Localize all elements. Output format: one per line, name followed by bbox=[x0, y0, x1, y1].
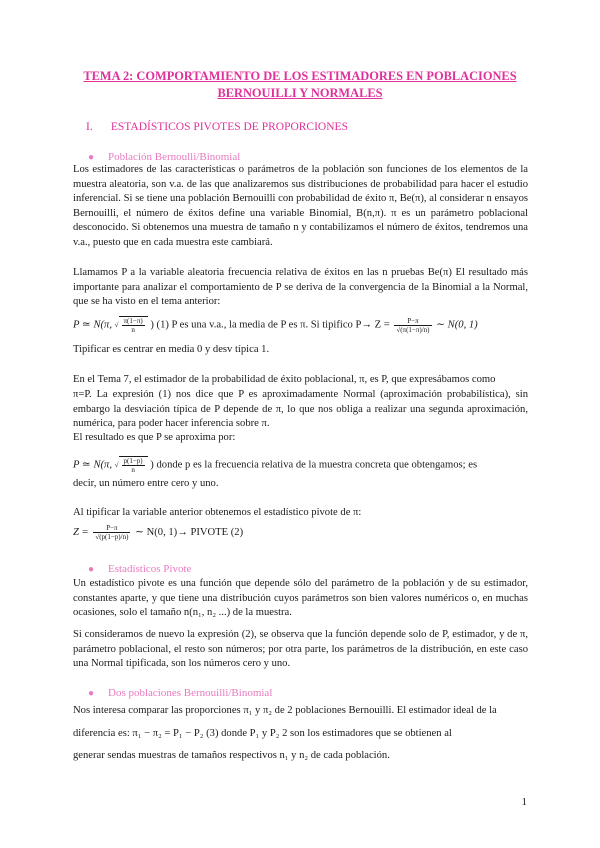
paragraph-8-line-3: generar sendas muestras de tamaños respectivos n₁ y n₂ de cada población. bbox=[73, 750, 390, 761]
sqrt-symbol: √ $\frac{\pi(1-\pi)}{n}$ bbox=[115, 316, 148, 334]
eq1-right: ∼ N(0, 1) bbox=[436, 319, 478, 331]
sqrt-symbol: √ $\frac{p(1-p)}{n}$ bbox=[115, 456, 148, 474]
title-line-1: TEMA 2: COMPORTAMIENTO DE LOS ESTIMADORES EN POBLACIONES bbox=[83, 69, 517, 83]
eq1-z-denominator: √(π(1−π)/n) bbox=[396, 325, 430, 334]
paragraph-1: Los estimadores de las características o parámetros de la población son funciones de los elementos de la muestra aleatoria, son v.a. de las que analizaremos sus distribuciones de probabilidad para hacer el estudio inferencial. Si se tiene una población Bernouilli con probabilidad de éxito π, Be(π), al considerar n ensayos Bernouilli, el número de éxitos define una variable Binomial, B(n,π). π es un parámetro poblacional desconocido. Si obtenemos una muestra de tamaño n y contabilizamos el número de éxitos, tendremos una v.a., puesto que en cada muestra este cambiará. bbox=[73, 164, 528, 248]
eq2-text: ) donde p es la frecuencia relativa de la muestra concreta que obtengamos; es bbox=[150, 459, 478, 471]
bullet-icon: ● bbox=[88, 688, 95, 699]
eq2-denominator: n bbox=[131, 466, 135, 474]
subheading-text: Población Bernoulli/Binomial bbox=[108, 151, 241, 163]
paragraph-4-last: El resultado es que P se aproxima por: bbox=[73, 432, 236, 443]
eq3-numerator: P−π bbox=[93, 524, 130, 533]
paragraph-6: Un estadístico pivote es una función que depende sólo del parámetro de la población y de su estimador, constantes aparte, y que tiene una distribución cuyos parámetros son bien valores numéricos o, en muchas ocasiones, solo el tamaño n(n₁, n₂ ...) de la muestra. bbox=[73, 578, 528, 619]
subheading-bernoulli bbox=[88, 151, 240, 163]
equation-3 bbox=[73, 524, 243, 541]
paragraph-4 bbox=[73, 388, 528, 432]
section-number: I. bbox=[86, 121, 93, 133]
paragraph-8-line-1: Nos interesa comparar las proporciones π₁ y π₂ de 2 poblaciones Bernouilli. El estimador ideal de la bbox=[73, 705, 497, 716]
subheading-text: Estadísticos Pivote bbox=[108, 563, 192, 575]
paragraph-4-body: π=P. La expresión (1) nos dice que P es aproximadamente Normal (aproximación probabilística), sin embargo la desviación típica de P depende de π, lo que nos obliga a realizar una segunda aproximación, numérica, para poder hacer inferencia sobre π. bbox=[73, 389, 528, 430]
title-line-2: BERNOUILLI Y NORMALES bbox=[217, 86, 383, 100]
eq1-text: ) (1) P es una v.a., la media de P es π. Si tipifico P→ Z = bbox=[150, 319, 390, 331]
section-heading bbox=[86, 121, 348, 133]
eq3-right: ∼ N(0, 1)→ PIVOTE (2) bbox=[135, 526, 244, 538]
equation-2 bbox=[73, 456, 477, 474]
document-title bbox=[74, 68, 526, 102]
paragraph-8-line-2: diferencia es: π₁ − π₂ = P₁ − P₂ (3) donde P₁ y P₂ 2 son los estimadores que se obtienen al bbox=[73, 728, 452, 739]
bullet-icon: ● bbox=[88, 564, 95, 575]
eq3-left: Z = bbox=[73, 526, 89, 538]
paragraph-7: Si consideramos de nuevo la expresión (2), se observa que la función depende solo de P, estimador, y de π, parámetro poblacional, el resto son números; por otra parte, los parámetros de la distribución, en este caso una Normal tipificada, son los números cero y uno. bbox=[73, 629, 528, 670]
eq1-left: P ≃ N(π, bbox=[73, 319, 113, 331]
eq2-numerator: p(1−p) bbox=[123, 457, 143, 465]
paragraph-4-line-1: En el Tema 7, el estimador de la probabilidad de éxito poblacional, π, es P, que expresábamos como bbox=[73, 374, 496, 385]
section-label: ESTADÍSTICOS PIVOTES DE PROPORCIONES bbox=[110, 121, 348, 133]
eq3-denominator: √(p(1−p)/n) bbox=[95, 533, 129, 541]
bullet-icon: ● bbox=[88, 152, 95, 163]
eq1-numerator: π(1−π) bbox=[123, 317, 143, 325]
subheading-text: Dos poblaciones Bernouilli/Binomial bbox=[108, 687, 273, 699]
paragraph-2: Llamamos P a la variable aleatoria frecuencia relativa de éxitos en las n pruebas Be(π) El resultado más importante para analizar el comportamiento de P se deriva de la convergencia de la Binomial a la Normal, que se ha visto en el tema anterior: bbox=[73, 267, 528, 308]
subheading-pivote bbox=[88, 563, 191, 575]
eq1-denominator: n bbox=[131, 326, 135, 334]
page-number: 1 bbox=[521, 796, 527, 808]
paragraph-3: Tipificar es centrar en media 0 y desv típica 1. bbox=[73, 344, 270, 355]
eq1-z-numerator: P−π bbox=[394, 317, 431, 326]
subheading-two-populations bbox=[88, 687, 272, 699]
equation-2-line-2: decir, un número entre cero y uno. bbox=[73, 478, 219, 489]
equation-1 bbox=[73, 316, 478, 334]
eq2-left: P ≃ N(π, bbox=[73, 459, 113, 471]
paragraph-5: Al tipificar la variable anterior obtenemos el estadístico pivote de π: bbox=[73, 507, 362, 518]
